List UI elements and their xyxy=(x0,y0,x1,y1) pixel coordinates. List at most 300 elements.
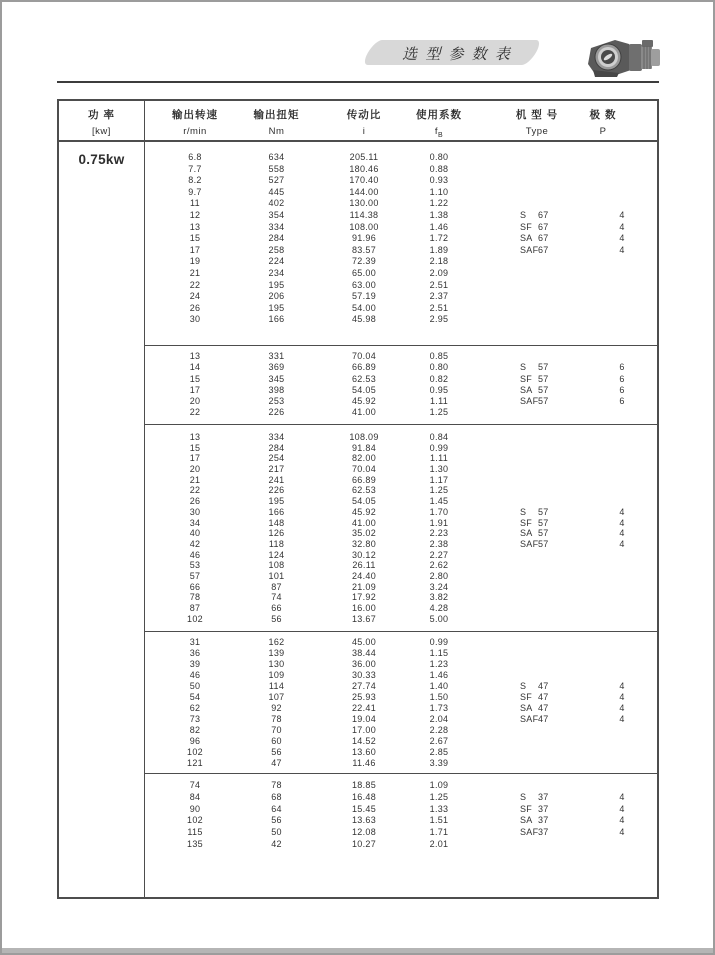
torque-cell: 107 xyxy=(268,692,285,702)
spacer-cell xyxy=(457,747,520,758)
speed-cell: 26 xyxy=(189,302,201,313)
table-row xyxy=(144,485,657,496)
service-factor-cell: 2.28 xyxy=(429,725,449,735)
spacer-cell xyxy=(457,175,520,187)
service-factor-cell: 1.22 xyxy=(429,198,449,209)
type-cell: S 67 xyxy=(520,209,549,220)
speed-cell: 21 xyxy=(189,474,201,485)
torque-cell: 398 xyxy=(268,384,285,395)
table-row xyxy=(144,233,657,245)
ratio-cell: 65.00 xyxy=(351,267,377,278)
speed-cell: 135 xyxy=(187,838,203,849)
spacer-cell xyxy=(457,571,520,582)
speed-cell: 62 xyxy=(189,703,201,713)
poles-cell xyxy=(590,758,654,769)
torque-cell: 166 xyxy=(268,506,285,517)
spacer-cell xyxy=(457,648,520,659)
poles-cell xyxy=(590,648,654,659)
service-factor-cell: 1.25 xyxy=(429,485,449,496)
spacer-cell xyxy=(457,780,520,792)
type-cell xyxy=(520,432,590,443)
type-cell xyxy=(520,725,590,736)
table-row xyxy=(144,518,657,529)
service-factor-cell: 5.00 xyxy=(429,613,449,624)
page-title: 选 型 参 数 表 xyxy=(402,46,512,63)
service-factor-cell: 1.38 xyxy=(429,209,449,220)
service-factor-cell: 1.51 xyxy=(429,815,449,826)
poles-cell xyxy=(590,291,654,303)
service-factor-cell: 2.18 xyxy=(429,256,449,267)
torque-cell: 527 xyxy=(268,175,285,186)
ratio-cell: 41.00 xyxy=(351,517,377,528)
speed-cell: 22 xyxy=(189,279,201,290)
speed-cell: 46 xyxy=(189,549,201,560)
service-factor-cell: 1.17 xyxy=(429,474,449,485)
spacer-cell xyxy=(457,256,520,268)
spacer-cell xyxy=(457,614,520,625)
table-row xyxy=(144,815,657,827)
service-factor-cell: 1.09 xyxy=(429,780,449,790)
type-cell xyxy=(520,303,590,315)
service-factor-cell: 1.91 xyxy=(429,517,449,528)
speed-cell: 17 xyxy=(189,453,201,464)
torque-cell: 139 xyxy=(268,648,285,658)
poles-cell: 4 xyxy=(619,827,625,838)
speed-cell: 15 xyxy=(189,233,201,244)
speed-cell: 50 xyxy=(189,681,201,691)
poles-cell xyxy=(590,475,654,486)
spacer-cell xyxy=(457,582,520,593)
spacer-cell xyxy=(457,374,520,385)
table-row xyxy=(144,670,657,681)
service-factor-cell: 2.95 xyxy=(429,314,449,325)
table-row xyxy=(144,198,657,210)
spacer-cell xyxy=(457,432,520,443)
ratio-cell: 180.46 xyxy=(349,163,379,174)
torque-cell: 148 xyxy=(268,517,285,528)
ratio-cell: 24.40 xyxy=(351,570,377,581)
spacer-cell xyxy=(457,560,520,571)
power-label-unit: [kw] xyxy=(92,126,111,137)
table-row xyxy=(144,407,657,418)
service-factor-cell: 2.23 xyxy=(429,528,449,539)
speed-cell: 17 xyxy=(189,384,201,395)
torque-cell: 226 xyxy=(268,407,285,418)
speed-cell: 53 xyxy=(189,560,201,571)
poles-cell xyxy=(590,592,654,603)
rating-group xyxy=(144,632,657,774)
service-factor-cell: 1.15 xyxy=(429,648,449,658)
spacer-cell xyxy=(457,725,520,736)
poles-cell: 4 xyxy=(619,244,625,255)
speed-cell: 54 xyxy=(189,692,201,702)
poles-cell xyxy=(590,187,654,199)
ratio-cell: 108.00 xyxy=(349,221,379,232)
speed-cell: 7.7 xyxy=(188,163,202,174)
torque-cell: 101 xyxy=(268,570,285,581)
service-factor-cell: 0.88 xyxy=(429,163,449,174)
table-row xyxy=(144,291,657,303)
type-cell xyxy=(520,475,590,486)
type-cell xyxy=(520,780,590,792)
type-cell xyxy=(520,464,590,475)
type-cell xyxy=(520,164,590,176)
type-cell xyxy=(520,407,590,418)
table-row xyxy=(144,659,657,670)
table-row xyxy=(144,268,657,280)
type-cell: SA 47 xyxy=(520,703,549,713)
service-factor-cell: 3.82 xyxy=(429,592,449,603)
column-header-torque: 输出扭矩 Nm xyxy=(253,109,300,137)
type-cell: S 37 xyxy=(520,791,549,802)
service-factor-cell: 1.46 xyxy=(429,221,449,232)
poles-cell xyxy=(590,725,654,736)
type-cell: S 57 xyxy=(520,506,549,517)
torque-cell: 126 xyxy=(268,528,285,539)
type-cell xyxy=(520,637,590,648)
table-row xyxy=(144,528,657,539)
table-row xyxy=(144,725,657,736)
speed-cell: 57 xyxy=(189,570,201,581)
service-factor-cell: 1.50 xyxy=(429,692,449,702)
ratio-cell: 17.92 xyxy=(351,592,377,603)
torque-cell: 234 xyxy=(268,267,285,278)
service-factor-cell: 1.72 xyxy=(429,233,449,244)
table-row xyxy=(144,827,657,839)
table-row xyxy=(144,175,657,187)
ratio-cell: 19.04 xyxy=(351,714,377,724)
type-cell xyxy=(520,496,590,507)
speed-cell: 121 xyxy=(187,758,203,768)
type-cell: SA 57 xyxy=(520,384,549,395)
type-cell xyxy=(520,280,590,292)
spacer-cell xyxy=(457,280,520,292)
ratio-cell: 70.04 xyxy=(351,351,377,361)
spacer-cell xyxy=(457,464,520,475)
table-row xyxy=(144,432,657,443)
torque-cell: 78 xyxy=(271,780,282,790)
type-cell xyxy=(520,648,590,659)
speed-cell: 19 xyxy=(189,256,201,267)
poles-cell xyxy=(590,780,654,792)
table-row xyxy=(144,245,657,257)
service-factor-cell: 1.46 xyxy=(429,670,449,680)
poles-cell xyxy=(590,736,654,747)
poles-cell xyxy=(590,256,654,268)
poles-cell xyxy=(590,496,654,507)
poles-cell: 6 xyxy=(619,373,625,384)
ratio-cell: 144.00 xyxy=(349,186,379,197)
service-factor-cell: 0.85 xyxy=(429,351,449,361)
ratio-cell: 26.11 xyxy=(352,560,376,571)
service-factor-cell: 2.09 xyxy=(429,267,449,278)
type-cell: SF 47 xyxy=(520,692,549,702)
type-cell xyxy=(520,839,590,851)
service-factor-cell: 0.99 xyxy=(429,442,449,453)
table-row xyxy=(144,681,657,692)
service-factor-cell: 2.01 xyxy=(429,838,449,849)
ratio-cell: 13.60 xyxy=(351,747,377,757)
service-factor-cell: 1.11 xyxy=(429,453,449,464)
ratio-cell: 72.39 xyxy=(351,256,377,267)
ratio-cell: 54.00 xyxy=(351,302,377,313)
service-factor-cell: 2.67 xyxy=(429,736,449,746)
table-row xyxy=(144,496,657,507)
ratio-cell: 18.85 xyxy=(351,780,377,790)
spacer-cell xyxy=(457,268,520,280)
speed-cell: 13 xyxy=(189,221,201,232)
column-header-service-factor: 使用系数 $f_B$ xyxy=(416,109,462,139)
spacer-cell xyxy=(457,443,520,454)
torque-cell: 402 xyxy=(268,198,285,209)
column-header-ratio: 传动比 i xyxy=(346,109,382,137)
spacer-cell xyxy=(457,396,520,407)
table-row xyxy=(144,582,657,593)
torque-cell: 64 xyxy=(271,803,282,814)
power-label-cn: 功 率 xyxy=(88,109,115,121)
poles-cell: 4 xyxy=(619,791,625,802)
page-bottom-edge xyxy=(2,948,713,953)
table-row xyxy=(144,703,657,714)
ratio-cell: 32.80 xyxy=(351,538,377,549)
type-cell: SF 37 xyxy=(520,803,549,814)
torque-cell: 114 xyxy=(268,681,285,691)
rating-group xyxy=(144,774,657,901)
poles-cell xyxy=(590,303,654,315)
ratio-cell: 70.04 xyxy=(351,464,377,475)
table-row xyxy=(144,314,657,326)
spacer-cell xyxy=(457,736,520,747)
speed-cell: 22 xyxy=(189,485,201,496)
speed-cell: 12 xyxy=(189,209,201,220)
torque-cell: 108 xyxy=(268,560,285,571)
service-factor-cell: 2.04 xyxy=(429,714,449,724)
ratio-cell: 11.46 xyxy=(352,758,376,768)
speed-cell: 26 xyxy=(189,496,201,507)
table-row xyxy=(144,280,657,292)
poles-cell xyxy=(590,198,654,210)
spacer-cell xyxy=(457,804,520,816)
ratio-cell: 205.11 xyxy=(349,152,379,162)
torque-cell: 74 xyxy=(271,592,282,603)
speed-cell: 15 xyxy=(189,373,201,384)
type-cell xyxy=(520,198,590,210)
type-cell xyxy=(520,550,590,561)
speed-cell: 24 xyxy=(189,291,201,302)
poles-cell: 4 xyxy=(619,681,625,691)
spacer-cell xyxy=(457,714,520,725)
table-row xyxy=(144,464,657,475)
ratio-cell: 170.40 xyxy=(349,175,379,186)
ratio-cell: 54.05 xyxy=(351,384,377,395)
table-row xyxy=(144,475,657,486)
poles-cell: 6 xyxy=(619,362,625,373)
type-cell xyxy=(520,571,590,582)
ratio-cell: 45.98 xyxy=(351,314,377,325)
speed-cell: 34 xyxy=(189,517,201,528)
speed-cell: 46 xyxy=(189,670,201,680)
poles-cell xyxy=(590,560,654,571)
service-factor-cell: 0.93 xyxy=(429,175,449,186)
ratio-cell: 54.05 xyxy=(351,496,377,507)
poles-cell xyxy=(590,571,654,582)
poles-cell xyxy=(590,443,654,454)
table-row xyxy=(144,396,657,407)
selection-table xyxy=(57,99,659,899)
spacer-cell xyxy=(457,659,520,670)
column-header-power xyxy=(59,101,144,142)
spacer-cell xyxy=(457,528,520,539)
speed-cell: 42 xyxy=(189,538,201,549)
type-cell xyxy=(520,485,590,496)
spacer-cell xyxy=(457,592,520,603)
type-cell xyxy=(520,614,590,625)
type-cell: SAF57 xyxy=(520,538,549,549)
torque-cell: 195 xyxy=(268,302,285,313)
ratio-cell: 25.93 xyxy=(351,692,377,702)
table-row xyxy=(144,453,657,464)
poles-cell xyxy=(590,747,654,758)
table-row xyxy=(144,614,657,625)
table-row xyxy=(144,303,657,315)
torque-cell: 130 xyxy=(268,659,285,669)
type-cell: SF 57 xyxy=(520,373,549,384)
header-rule xyxy=(57,81,659,83)
poles-cell xyxy=(590,464,654,475)
service-factor-cell: 0.95 xyxy=(429,384,449,395)
type-cell xyxy=(520,592,590,603)
table-row xyxy=(144,780,657,792)
ratio-cell: 27.74 xyxy=(351,681,377,691)
table-row xyxy=(144,187,657,199)
ratio-cell: 66.89 xyxy=(351,362,377,373)
table-row xyxy=(144,539,657,550)
speed-cell: 96 xyxy=(189,736,201,746)
torque-cell: 334 xyxy=(268,432,285,442)
power-value: 0.75kw xyxy=(78,152,125,167)
spacer-cell xyxy=(457,303,520,315)
ratio-cell: 62.53 xyxy=(351,485,377,496)
poles-cell xyxy=(590,164,654,176)
spacer-cell xyxy=(457,152,520,164)
torque-cell: 254 xyxy=(268,453,285,464)
spacer-cell xyxy=(457,187,520,199)
torque-cell: 284 xyxy=(268,442,285,453)
torque-cell: 226 xyxy=(268,485,285,496)
table-row xyxy=(144,507,657,518)
poles-cell: 4 xyxy=(619,506,625,517)
table-row xyxy=(144,747,657,758)
speed-cell: 36 xyxy=(189,648,201,658)
type-cell xyxy=(520,175,590,187)
spacer-cell xyxy=(457,210,520,222)
speed-cell: 74 xyxy=(189,780,201,790)
poles-cell xyxy=(590,432,654,443)
ratio-cell: 66.89 xyxy=(351,474,377,485)
spacer-cell xyxy=(457,222,520,234)
type-cell xyxy=(520,152,590,164)
speed-cell: 78 xyxy=(189,592,201,603)
type-cell: SAF67 xyxy=(520,244,549,255)
torque-cell: 124 xyxy=(268,549,285,560)
type-cell xyxy=(520,659,590,670)
speed-cell: 39 xyxy=(189,659,201,669)
service-factor-cell: 2.51 xyxy=(429,302,449,313)
poles-cell xyxy=(590,659,654,670)
ratio-cell: 21.09 xyxy=(351,581,377,592)
ratio-cell: 13.67 xyxy=(351,613,377,624)
table-row xyxy=(144,256,657,268)
service-factor-cell: 2.85 xyxy=(429,747,449,757)
torque-cell: 66 xyxy=(271,603,282,613)
service-factor-cell: 0.82 xyxy=(429,373,449,384)
spacer-cell xyxy=(457,198,520,210)
service-factor-cell: 1.89 xyxy=(429,244,449,255)
ratio-cell: 45.00 xyxy=(351,637,377,647)
torque-cell: 224 xyxy=(268,256,285,267)
type-cell: SAF47 xyxy=(520,714,549,724)
ratio-cell: 45.92 xyxy=(351,506,377,517)
table-row xyxy=(144,222,657,234)
speed-cell: 102 xyxy=(187,747,203,757)
table-row xyxy=(144,550,657,561)
column-header-type: 机 型 号 Type xyxy=(515,109,559,137)
service-factor-cell: 2.27 xyxy=(429,549,449,560)
poles-cell xyxy=(590,582,654,593)
type-cell xyxy=(520,187,590,199)
type-cell xyxy=(520,256,590,268)
spacer-cell xyxy=(457,407,520,418)
torque-cell: 334 xyxy=(268,221,285,232)
spacer-cell xyxy=(457,670,520,681)
poles-cell xyxy=(590,603,654,614)
type-cell: SF 67 xyxy=(520,221,549,232)
spacer-cell xyxy=(457,758,520,769)
torque-cell: 445 xyxy=(268,186,285,197)
spacer-cell xyxy=(457,507,520,518)
poles-cell xyxy=(590,485,654,496)
speed-cell: 22 xyxy=(189,407,201,418)
speed-cell: 21 xyxy=(189,267,201,278)
ratio-cell: 91.84 xyxy=(351,442,377,453)
torque-cell: 109 xyxy=(268,670,285,680)
ratio-cell: 91.96 xyxy=(351,233,377,244)
spacer-cell xyxy=(457,291,520,303)
speed-cell: 102 xyxy=(187,613,203,624)
ratio-cell: 108.09 xyxy=(349,432,379,442)
table-row xyxy=(144,736,657,747)
type-cell: SA 57 xyxy=(520,528,549,539)
rating-group xyxy=(144,346,657,425)
ratio-cell: 16.00 xyxy=(351,603,377,613)
type-cell xyxy=(520,670,590,681)
speed-cell: 30 xyxy=(189,506,201,517)
speed-cell: 90 xyxy=(189,803,201,814)
poles-cell xyxy=(590,550,654,561)
poles-cell xyxy=(590,453,654,464)
ratio-cell: 36.00 xyxy=(351,659,377,669)
torque-cell: 253 xyxy=(268,396,285,407)
spacer-cell xyxy=(457,314,520,326)
poles-cell xyxy=(590,152,654,164)
type-cell xyxy=(520,453,590,464)
spacer-cell xyxy=(457,351,520,362)
torque-cell: 241 xyxy=(268,474,285,485)
torque-cell: 354 xyxy=(268,209,285,220)
speed-cell: 13 xyxy=(189,432,201,442)
speed-cell: 14 xyxy=(189,362,201,373)
type-cell xyxy=(520,747,590,758)
